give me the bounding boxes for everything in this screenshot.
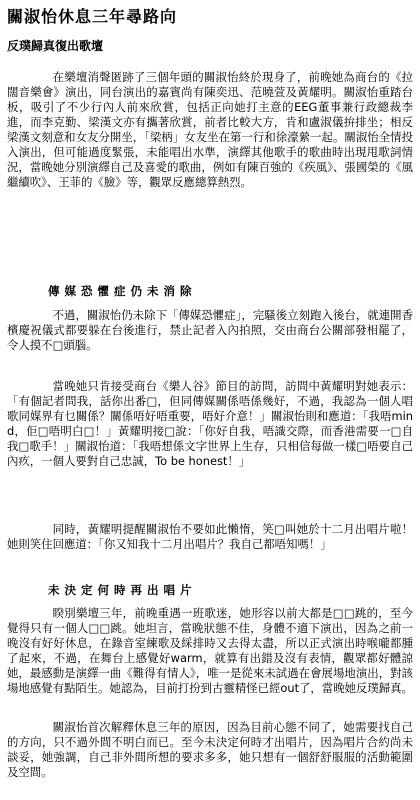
paragraph-2: 不過，關淑怡仍未除下「傳媒恐懼症」，完騷後立刻跑入後台，就連開香檳慶祝儀式都要躲在台後進行，禁止記者入內拍照，交由商台公關部發相罷了，令人摸不□頭腦。: [7, 308, 413, 352]
paragraph-5: 睽別樂壇三年，前晚重遇一班歌迷，她形容以前大都是□□跳的，至今覺得只有一個人□□跳。她坦言，當晚狀態不佳，身體不適下演出，因為之前一晚沒有好好休息，在錄音室練歌及綵排時又去得太盡，所以正式演出時喉嚨都腫了起來，不過，在舞台上感覺好warm，就算有出錯及沒有表情，觀眾都好體諒她，最感動是演繹一曲《難得有情人》，唯一是從來未試過在會展場地演出，對該場地感覺有點陌生。她認為，目前打扮到古靈精怪已經out了，當晚她反璞歸真。: [7, 606, 413, 695]
section-heading-media-fear: 傳媒恐懼症仍未消除: [48, 284, 197, 298]
paragraph-4: 同時，黃耀明提醒關淑怡不要如此懶惰，笑□叫她於十二月出唱片啦！她則笑住回應道：「你又知我十二月出唱片？我自己都唔知嗎！」: [7, 522, 413, 551]
section-heading-album-undecided: 未決定何時再出唱片: [48, 583, 197, 597]
paragraph-6: 關淑怡首次解釋休息三年的原因，因為目前心態不同了，她需要找自己的方向，只不過外間不明白而已。至今未決定何時才出唱片，因為唱片合約尚未談妥，她強調，自己非外間所想的要求多多，她只想有一個舒舒服服的活動範圍及空間。: [7, 720, 413, 779]
article-subtitle: 反璞歸真復出歌壇: [7, 39, 104, 53]
paragraph-3: 當晚她只肯接受商台《樂人谷》節目的訪問，訪問中黃耀明對她表示：「有個記者問我，話你出番□，但同傳媒關係唔係幾好，不過，我認為一個人唱歌同媒界有乜關係？關係唔好唔重要，唔好介意！」關淑怡則和應道：「我唔mind，佢□唔明白□！」黃耀明接□說：「你好自我，唔識交際，而香港需要一□自我□歌手！」關淑怡道：「我唔想係文字世界上生存，只相信每做一樣□唔要自己內疚，一個人要對自己忠誠，To be honest！」: [7, 379, 413, 468]
article-title: 關淑怡休息三年尋路向: [7, 7, 178, 26]
paragraph-1: 在樂壇消聲匿跡了三個年頭的關淑怡終於現身了，前晚她為商台的《拉闊音樂會》演出，同台演出的嘉賓尚有陳奕迅、范曉萱及黃耀明。關淑怡重踏台板，吸引了不少行內人前來欣賞，包括正向她打主意的EEG董事兼行政總裁李進，而李克勤、梁漢文亦有攜著欣賞，前者比較大方，肯和盧淑儀拚排坐；相反梁漢文刻意和女友分開坐，「梁柄」女友坐在第一行和徐濠縈一起。關淑怡全情投入演出，但可能過度緊張，未能唱出水準，演繹其他歌手的歌曲時出現甩歌詞情況，當晚她分別演繹自己及喜愛的歌曲，例如有陳百強的《疾風》、張國榮的《風繼續吹》、王菲的《臉》等，觀眾反應總算熱烈。: [7, 70, 413, 189]
